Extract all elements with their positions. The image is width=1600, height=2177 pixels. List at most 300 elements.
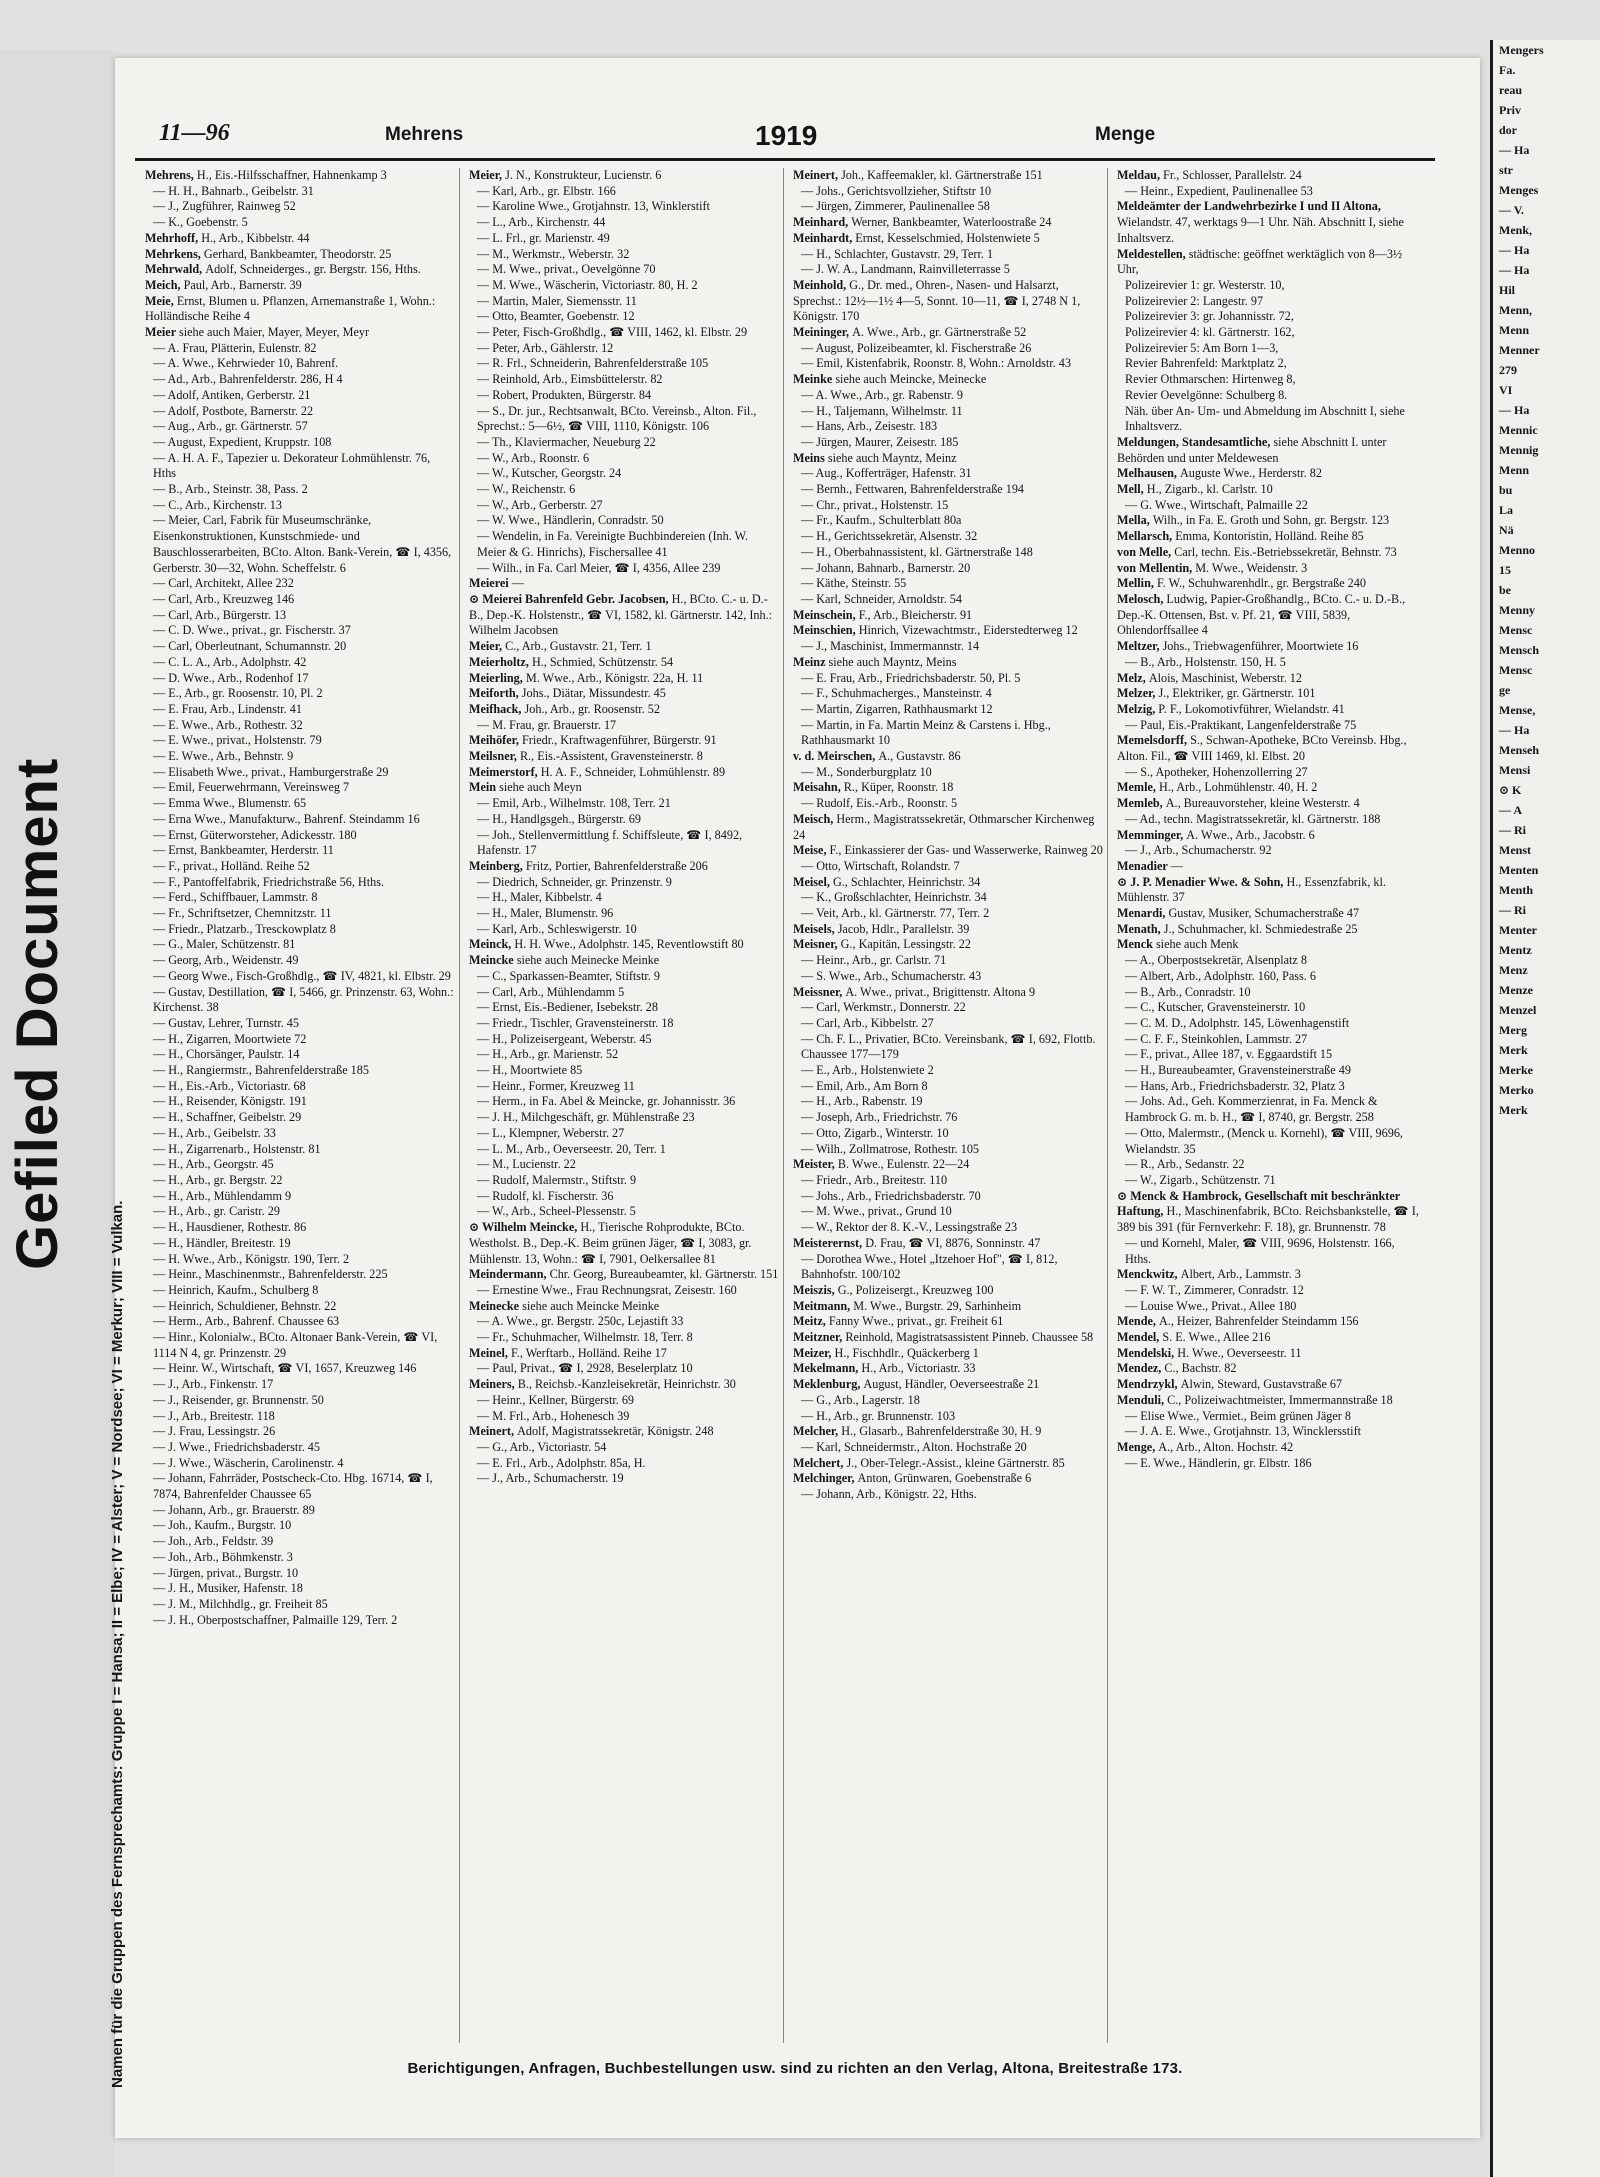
entry-name: Meins bbox=[793, 450, 828, 465]
entry-details: — A. Wwe., Arb., gr. Rabenstr. 9 bbox=[801, 387, 963, 402]
directory-entry bbox=[145, 1440, 455, 1456]
directory-entry bbox=[1117, 1330, 1422, 1346]
entry-details: F., Einkassierer der Gas- und Wasserwerke, Rainweg 20 bbox=[829, 843, 1103, 858]
entry-details: — Karl, Schneider, Arnoldstr. 54 bbox=[801, 591, 962, 606]
directory-entry bbox=[469, 1220, 779, 1267]
entry-details: — H., Chorsänger, Paulstr. 14 bbox=[153, 1047, 300, 1062]
facing-page-fragment: Priv bbox=[1499, 103, 1521, 117]
entry-details: H., Eis.-Hilfsschaffner, Hahnenkamp 3 bbox=[196, 168, 387, 182]
entry-details: — August, Expedient, Kruppstr. 108 bbox=[153, 434, 332, 449]
entry-details: — Wilh., in Fa. Carl Meier, ☎ I, 4356, Allee 239 bbox=[477, 560, 721, 575]
directory-entry bbox=[145, 435, 455, 451]
entry-details: — Jürgen, Zimmerer, Paulinenallee 58 bbox=[801, 199, 990, 214]
directory-entry bbox=[145, 388, 455, 404]
facing-page-fragment: Menny bbox=[1499, 603, 1535, 617]
entry-details: — Paul, Eis.-Praktikant, Langenfelderstraße 75 bbox=[1125, 717, 1357, 732]
entry-name: Memleb, bbox=[1117, 796, 1166, 811]
entry-name: Meinhardt, bbox=[793, 230, 856, 245]
entry-details: siehe auch Menk bbox=[1155, 937, 1239, 952]
entry-details: — M. Frl., Arb., Hohenesch 39 bbox=[477, 1408, 630, 1423]
entry-details: Anton, Grünwaren, Goebenstraße 6 bbox=[857, 1471, 1032, 1486]
directory-entry bbox=[145, 1032, 455, 1048]
directory-entry bbox=[145, 1299, 455, 1315]
entry-name: Meldestellen, bbox=[1117, 246, 1189, 261]
page-number: 11—96 bbox=[159, 120, 230, 146]
directory-entry bbox=[1117, 325, 1422, 341]
directory-entry bbox=[145, 828, 455, 844]
entry-details: A., Arb., Alton. Hochstr. 42 bbox=[1158, 1439, 1294, 1454]
entry-details: H., Maschinenfabrik, BCto. Reichsbankstelle, ☎ I, 389 bis 391 (für Fernverkehr: F. 18), gr. Brunnenstr. 78 bbox=[1117, 1204, 1419, 1235]
entry-details: siehe auch Maier, Mayer, Meyer, Meyr bbox=[178, 325, 370, 340]
directory-entry bbox=[145, 1142, 455, 1158]
directory-entry bbox=[793, 890, 1103, 906]
directory-entry bbox=[469, 733, 779, 749]
entry-details: — H., Eis.-Arb., Victoriastr. 68 bbox=[153, 1078, 306, 1093]
entry-details: — W., Arb., Roonstr. 6 bbox=[477, 450, 590, 465]
directory-entry bbox=[145, 168, 455, 184]
entry-details: — Otto, Beamter, Goebenstr. 12 bbox=[477, 309, 635, 324]
entry-details: — E. Frau, Arb., Lindenstr. 41 bbox=[153, 701, 302, 716]
directory-entry bbox=[1117, 1016, 1422, 1032]
entry-name: Meier bbox=[145, 325, 179, 340]
entry-details: — E. Wwe., privat., Holstenstr. 79 bbox=[153, 733, 322, 748]
entry-details: H., Zigarb., kl. Carlstr. 10 bbox=[1146, 482, 1273, 497]
entry-details: — J., Reisender, gr. Brunnenstr. 50 bbox=[153, 1392, 324, 1407]
directory-entry bbox=[145, 498, 455, 514]
directory-entry bbox=[1117, 1032, 1422, 1048]
entry-details: Jacob, Hdlr., Parallelstr. 39 bbox=[837, 921, 970, 936]
entry-details: — Ernst, Eis.-Bediener, Isebekstr. 28 bbox=[477, 1000, 658, 1015]
directory-entry bbox=[793, 482, 1103, 498]
column-1 bbox=[145, 168, 460, 2043]
directory-entry bbox=[793, 953, 1103, 969]
facing-page-fragment: Menst bbox=[1499, 843, 1531, 857]
entry-details: — M. Wwe., privat., Oevelgönne 70 bbox=[477, 262, 656, 277]
directory-entry bbox=[1117, 356, 1422, 372]
entry-details: — S. Wwe., Arb., Schumacherstr. 43 bbox=[801, 968, 982, 983]
entry-details: — H., Arb., gr. Caristr. 29 bbox=[153, 1204, 280, 1219]
entry-details: — Johann, Fahrräder, Postscheck-Cto. Hbg. 16714, ☎ I, 7874, Bahrenfelder Chaussee 65 bbox=[153, 1471, 433, 1502]
facing-page-fragment: Merk bbox=[1499, 1043, 1528, 1057]
directory-entry bbox=[793, 608, 1103, 624]
directory-entry bbox=[1117, 1393, 1422, 1409]
entry-details: — Emil, Arb., Wilhelmstr. 108, Terr. 21 bbox=[477, 796, 671, 811]
entry-details: — Joh., Arb., Böhmkenstr. 3 bbox=[153, 1549, 293, 1564]
directory-entry bbox=[145, 1597, 455, 1613]
entry-details: — Otto, Wirtschaft, Rolandstr. 7 bbox=[801, 858, 960, 873]
directory-entry bbox=[1117, 733, 1422, 764]
entry-details: — Martin, Zigarren, Rathhausmarkt 12 bbox=[801, 701, 993, 716]
entry-details: siehe auch Meincke, Meinecke bbox=[835, 372, 987, 387]
directory-entry bbox=[1117, 1424, 1422, 1440]
entry-name: Meinecke bbox=[469, 1298, 523, 1313]
entry-details: — Martin, Maler, Siemensstr. 11 bbox=[477, 293, 637, 308]
entry-details: — Johs. Ad., Geh. Kommerzienrat, in Fa. Menck & Hambrock G. m. b. H., ☎ I, 8740, gr. Bergstr. 258 bbox=[1125, 1094, 1378, 1125]
directory-entry bbox=[793, 1314, 1103, 1330]
entry-details: H., Fischhdlr., Quäckerberg 1 bbox=[834, 1345, 979, 1360]
directory-entry bbox=[469, 749, 779, 765]
entry-details: — A. H. A. F., Tapezier u. Dekorateur Lohmühlenstr. 76, Hths bbox=[153, 450, 431, 481]
entry-details: — K., Goebenstr. 5 bbox=[153, 215, 248, 230]
directory-entry bbox=[145, 294, 455, 325]
entry-name: Mehrkens, bbox=[145, 246, 204, 261]
entry-name: Meister, bbox=[793, 1157, 838, 1172]
entry-details: Auguste Wwe., Herderstr. 82 bbox=[1179, 466, 1322, 481]
facing-page-fragment: Hil bbox=[1499, 283, 1516, 297]
adjacent-page-edge bbox=[1490, 40, 1600, 2177]
directory-entry bbox=[469, 875, 779, 891]
entry-name: Meise, bbox=[793, 843, 830, 858]
entry-name: Melzer, bbox=[1117, 686, 1159, 701]
entry-details: H., Arb., Victoriastr. 33 bbox=[861, 1361, 976, 1376]
entry-details: — Wilh., Zollmatrose, Rothestr. 105 bbox=[801, 1141, 980, 1156]
entry-details: — L., Arb., Kirchenstr. 44 bbox=[477, 215, 606, 230]
facing-page-fragment: Menn bbox=[1499, 463, 1529, 477]
entry-details: — Joh., Kaufm., Burgstr. 10 bbox=[153, 1518, 292, 1533]
entry-details: H., Arb., Kibbelstr. 44 bbox=[201, 230, 310, 245]
directory-entry bbox=[793, 1204, 1103, 1220]
facing-page-fragment: Merke bbox=[1499, 1063, 1533, 1077]
entry-details: siehe auch Meinecke Meinke bbox=[516, 953, 660, 968]
facing-page-fragment: Mensch bbox=[1499, 643, 1539, 657]
facing-page-fragment: — Ri bbox=[1499, 903, 1526, 917]
directory-entry bbox=[1117, 765, 1422, 781]
entry-name: Meinke bbox=[793, 372, 836, 387]
directory-entry bbox=[145, 1094, 455, 1110]
directory-entry bbox=[793, 1361, 1103, 1377]
entry-details: — G. Wwe., Wirtschaft, Palmaille 22 bbox=[1125, 497, 1308, 512]
entry-details: — G., Maler, Schützenstr. 81 bbox=[153, 937, 296, 952]
directory-entry bbox=[1117, 1361, 1422, 1377]
directory-entry bbox=[1117, 247, 1422, 278]
directory-entry bbox=[793, 859, 1103, 875]
directory-entry bbox=[145, 1393, 455, 1409]
directory-entry bbox=[145, 1220, 455, 1236]
entry-details: — Ernestine Wwe., Frau Rechnungsrat, Zeisestr. 160 bbox=[477, 1282, 737, 1297]
directory-entry bbox=[1117, 1189, 1422, 1236]
directory-entry bbox=[145, 1236, 455, 1252]
directory-entry bbox=[1117, 1377, 1422, 1393]
entry-details: Polizeirevier 2: Langestr. 97 bbox=[1125, 293, 1264, 308]
facing-page-fragment: str bbox=[1499, 163, 1513, 177]
facing-page-fragment: be bbox=[1499, 583, 1511, 597]
entry-details: — Joh., Stellenvermittlung f. Schiffsleute, ☎ I, 8492, Hafenstr. 17 bbox=[477, 827, 743, 858]
entry-details: C., Arb., Gustavstr. 21, Terr. 1 bbox=[505, 639, 652, 654]
entry-name: Meich, bbox=[145, 277, 184, 292]
entry-details: F., Werftarb., Holländ. Reihe 17 bbox=[510, 1345, 667, 1360]
entry-details: — bbox=[511, 576, 524, 591]
directory-entry bbox=[469, 231, 779, 247]
directory-entry bbox=[145, 199, 455, 215]
directory-entry bbox=[145, 341, 455, 357]
entry-details: — A. Wwe., gr. Bergstr. 250c, Lejastift 33 bbox=[477, 1314, 684, 1329]
directory-entry bbox=[469, 247, 779, 263]
entry-details: S., Schwan-Apotheke, BCto Vereinsb. Hbg., Alton. Fil., ☎ VIII 1469, kl. Elbst. 20 bbox=[1117, 733, 1407, 764]
entry-name: Menardi, bbox=[1117, 906, 1169, 921]
entry-details: — B., Arb., Holstenstr. 150, H. 5 bbox=[1125, 654, 1286, 669]
facing-page-fragment: Merg bbox=[1499, 1023, 1527, 1037]
entry-details: H. Wwe., Oeverseestr. 11 bbox=[1177, 1345, 1302, 1360]
directory-entry bbox=[793, 341, 1103, 357]
directory-entry bbox=[145, 231, 455, 247]
directory-entry bbox=[1117, 1126, 1422, 1157]
facing-page-fragment: ⊙ K bbox=[1499, 783, 1522, 797]
entry-details: — Johann, Arb., Königstr. 22, Hths. bbox=[801, 1487, 977, 1502]
directory-entry bbox=[1117, 184, 1422, 200]
entry-details: — Heinrich, Schuldiener, Behnstr. 22 bbox=[153, 1298, 337, 1313]
entry-details: Adolf, Schneiderges., gr. Bergstr. 156, Hths. bbox=[205, 262, 421, 277]
entry-details: — Carl, Arb., Bürgerstr. 13 bbox=[153, 607, 287, 622]
facing-page-fragment: — Ri bbox=[1499, 823, 1526, 837]
entry-name: Melhausen, bbox=[1117, 466, 1180, 481]
entry-name: Meierling, bbox=[469, 670, 526, 685]
entry-details: A., Heizer, Bahrenfelder Steindamm 156 bbox=[1158, 1314, 1359, 1329]
facing-page-fragment: Menth bbox=[1499, 883, 1533, 897]
directory-entry bbox=[1117, 309, 1422, 325]
directory-entry bbox=[1117, 168, 1422, 184]
directory-entry bbox=[469, 937, 779, 953]
entry-details: — Peter, Arb., Gählerstr. 12 bbox=[477, 340, 614, 355]
entry-details: B., Reichsb.-Kanzleisekretär, Heinrichstr. 30 bbox=[517, 1377, 736, 1392]
entry-details: — F., Pantoffelfabrik, Friedrichstraße 56, Hths. bbox=[153, 874, 384, 889]
directory-entry bbox=[793, 1126, 1103, 1142]
directory-entry bbox=[793, 1330, 1103, 1346]
entry-details: — Rudolf, kl. Fischerstr. 36 bbox=[477, 1188, 614, 1203]
facing-page-fragment: — V. bbox=[1499, 203, 1524, 217]
directory-entry bbox=[145, 1566, 455, 1582]
entry-details: H., Tierische Rohprodukte, BCto. Westholst. B., Dep.-K. Beim grünen Jäger, ☎ I, 3083, gr. Mühlenstr. 13, Wohn.: ☎ I, 7901, Oelkersallee 81 bbox=[469, 1220, 752, 1266]
entry-details: — H., Arb., gr. Bergstr. 22 bbox=[153, 1173, 283, 1187]
directory-entry bbox=[469, 168, 779, 184]
directory-entry bbox=[1117, 1283, 1422, 1299]
entry-details: — C., Sparkassen-Beamter, Stiftstr. 9 bbox=[477, 968, 660, 983]
directory-entry bbox=[1117, 655, 1422, 671]
directory-entry bbox=[469, 1157, 779, 1173]
directory-entry bbox=[469, 969, 779, 985]
entry-details: J., Elektriker, gr. Gärtnerstr. 101 bbox=[1158, 686, 1316, 701]
entry-details: G., Dr. med., Ohren-, Nasen- und Halsarzt, Sprechst.: 12½—1½ 4—5, Sonnt. 10—11, ☎ I, 2748 N 1, Königstr. 170 bbox=[793, 277, 1081, 324]
entry-details: — H., Polizeisergeant, Weberstr. 45 bbox=[477, 1031, 652, 1046]
directory-entry bbox=[469, 1063, 779, 1079]
entry-name: Menck bbox=[1117, 937, 1156, 952]
directory-entry bbox=[145, 325, 455, 341]
directory-entry bbox=[469, 1440, 779, 1456]
entry-details: M. Wwe., Burgstr. 29, Sarhinheim bbox=[853, 1298, 1022, 1313]
directory-entry bbox=[793, 576, 1103, 592]
facing-page-fragment: — A bbox=[1499, 803, 1523, 817]
directory-entry bbox=[793, 1283, 1103, 1299]
entry-details: — W. Wwe., Händlerin, Conradstr. 50 bbox=[477, 513, 664, 528]
entry-name: Menckwitz, bbox=[1117, 1267, 1181, 1282]
entry-name: Meltzer, bbox=[1117, 639, 1163, 654]
directory-entry bbox=[145, 906, 455, 922]
directory-entry bbox=[145, 859, 455, 875]
entry-details: Albert, Arb., Lammstr. 3 bbox=[1180, 1267, 1301, 1282]
entry-details: — H., Arb., gr. Brunnenstr. 103 bbox=[801, 1408, 956, 1423]
entry-name: von Mellentin, bbox=[1117, 560, 1196, 575]
entry-details: — H., Schlachter, Gustavstr. 29, Terr. 1 bbox=[801, 246, 994, 261]
entry-details: Ludwig, Papier-Großhandlg., BCto. C.- u. D.-B., Dep.-K. Ottensen, Bst. v. Pf. 21, ☎ VIII, 5839, Ohlendorffsallee 4 bbox=[1117, 591, 1406, 638]
directory-entry bbox=[469, 1142, 779, 1158]
entry-details: — F., privat., Allee 187, v. Eggaardstift 15 bbox=[1125, 1047, 1333, 1062]
column-2 bbox=[469, 168, 784, 2043]
entry-details: J., Schuhmacher, kl. Schmiedestraße 25 bbox=[1163, 921, 1358, 936]
header-last-keyword: Menge bbox=[1095, 124, 1156, 145]
facing-page-fragment: Menzel bbox=[1499, 1003, 1537, 1017]
directory-entry bbox=[469, 1283, 779, 1299]
entry-details: — G., Arb., Victoriastr. 54 bbox=[477, 1439, 607, 1454]
entry-details: — Emma Wwe., Blumenstr. 65 bbox=[153, 796, 307, 811]
entry-details: — J., Maschinist, Immermannstr. 14 bbox=[801, 639, 980, 654]
directory-entry bbox=[469, 922, 779, 938]
entry-name: Meklenburg, bbox=[793, 1377, 864, 1392]
facing-page-fragment: Mensi bbox=[1499, 763, 1531, 777]
entry-details: siehe auch Mayntz, Meinz bbox=[827, 450, 957, 465]
entry-name: v. d. Meirschen, bbox=[793, 749, 879, 764]
entry-details: — Joh., Arb., Feldstr. 39 bbox=[153, 1534, 274, 1549]
facing-page-fragment: Mensc bbox=[1499, 623, 1533, 637]
entry-details: Johs., Diätar, Missundestr. 45 bbox=[521, 686, 666, 701]
directory-entry bbox=[793, 247, 1103, 263]
entry-details: — Karoline Wwe., Grotjahnstr. 13, Winklerstift bbox=[477, 199, 710, 214]
entry-details: C., Polizeiwachtmeister, Immermannstraße 18 bbox=[1167, 1392, 1393, 1407]
entry-details: — und Kornehl, Maler, ☎ VIII, 9696, Holstenstr. 166, Hths. bbox=[1125, 1235, 1395, 1266]
entry-details: H., Arb., Lohmühlenstr. 40, H. 2 bbox=[1158, 780, 1318, 795]
directory-entry bbox=[793, 1393, 1103, 1409]
directory-entry bbox=[793, 529, 1103, 545]
entry-name: Meiners, bbox=[469, 1377, 518, 1392]
entry-details: — Ad., techn. Magistratssekretär, kl. Gärtnerstr. 188 bbox=[1125, 811, 1381, 826]
entry-name: Meincke bbox=[469, 953, 517, 968]
directory-entry bbox=[469, 1393, 779, 1409]
entry-details: — Emil, Kistenfabrik, Roonstr. 8, Wohn.: Arnoldstr. 43 bbox=[801, 356, 1071, 371]
directory-entry bbox=[469, 655, 779, 671]
directory-entry bbox=[145, 356, 455, 372]
entry-details: — H., Zigarren, Moortwiete 72 bbox=[153, 1031, 307, 1046]
entry-details: — Gustav, Destillation, ☎ I, 5466, gr. Prinzenstr. 63, Wohn.: Kirchenst. 38 bbox=[153, 984, 454, 1015]
entry-details: — Jürgen, privat., Burgstr. 10 bbox=[153, 1565, 299, 1580]
entry-details: — H. H., Bahnarb., Geibelstr. 31 bbox=[153, 183, 314, 198]
directory-entry bbox=[469, 1173, 779, 1189]
entry-details: A. Wwe., Arb., gr. Gärtnerstraße 52 bbox=[852, 325, 1027, 340]
facing-page-fragment: — Ha bbox=[1499, 723, 1530, 737]
entry-name: Meininger, bbox=[793, 325, 853, 340]
directory-entry bbox=[1117, 828, 1422, 844]
entry-details: — Wendelin, in Fa. Vereinigte Buchbindereien (Inh. W. Meier & G. Hinrichs), Fischersallee 41 bbox=[477, 529, 749, 559]
directory-entry bbox=[1117, 1063, 1422, 1079]
entry-name: Meinert, bbox=[793, 168, 842, 182]
directory-entry bbox=[793, 451, 1103, 467]
entry-details: Polizeirevier 4: kl. Gärtnerstr. 162, bbox=[1125, 325, 1295, 340]
directory-entry bbox=[793, 749, 1103, 765]
facing-page-fragment: Menze bbox=[1499, 983, 1533, 997]
directory-entry bbox=[469, 309, 779, 325]
entry-details: — Jürgen, Maurer, Zeisestr. 185 bbox=[801, 434, 959, 449]
entry-details: G., Schlachter, Heinrichstr. 34 bbox=[832, 874, 981, 889]
directory-entry bbox=[469, 529, 779, 560]
facing-page-fragment: Mennig bbox=[1499, 443, 1539, 457]
entry-details: — W., Kutscher, Georgstr. 24 bbox=[477, 466, 622, 481]
directory-entry bbox=[793, 435, 1103, 451]
directory-entry bbox=[793, 718, 1103, 749]
entry-details: D. Frau, ☎ VI, 8876, Sonninstr. 47 bbox=[865, 1235, 1041, 1250]
entry-name: Meinberg, bbox=[469, 858, 526, 873]
directory-entry bbox=[145, 1267, 455, 1283]
entry-details: — Ferd., Schiffbauer, Lammstr. 8 bbox=[153, 890, 318, 905]
entry-details: — Bernh., Fettwaren, Bahrenfelderstraße 194 bbox=[801, 482, 1025, 497]
directory-entry bbox=[1117, 1267, 1422, 1283]
entry-details: — J., Arb., Schumacherstr. 19 bbox=[477, 1471, 624, 1486]
entry-details: — Heinr., Expedient, Paulinenallee 53 bbox=[1125, 183, 1313, 198]
facing-page-fragment: — Ha bbox=[1499, 143, 1530, 157]
entry-details: — J. M., Milchhdlg., gr. Freiheit 85 bbox=[153, 1596, 328, 1611]
entry-name: Mehrens, bbox=[145, 168, 197, 182]
entry-details: — Louise Wwe., Privat., Allee 180 bbox=[1125, 1298, 1297, 1313]
facing-page-fragment: reau bbox=[1499, 83, 1523, 97]
directory-entry bbox=[469, 1110, 779, 1126]
directory-entry bbox=[793, 655, 1103, 671]
directory-entry bbox=[793, 199, 1103, 215]
directory-entry bbox=[1117, 278, 1422, 294]
entry-details: — C., Arb., Kirchenstr. 13 bbox=[153, 497, 282, 512]
entry-details: — Robert, Produkten, Bürgerstr. 84 bbox=[477, 387, 652, 402]
entry-details: Wielandstr. 47, werktags 9—1 Uhr. Näh. Abschnitt I, siehe Inhaltsverz. bbox=[1117, 215, 1404, 245]
entry-details: — Dorothea Wwe., Hotel „Itzehoer Hof", ☎ I, 812, Bahnhofstr. 100/102 bbox=[801, 1251, 1058, 1282]
directory-entry bbox=[1117, 1314, 1422, 1330]
entry-details: — Chr., privat., Holstenstr. 15 bbox=[801, 497, 949, 512]
directory-entry bbox=[145, 1047, 455, 1063]
entry-details: — Rudolf, Eis.-Arb., Roonstr. 5 bbox=[801, 796, 958, 811]
directory-entry bbox=[469, 513, 779, 529]
facing-page-fragment: Mengers bbox=[1499, 43, 1544, 57]
entry-details: — H., Maler, Kibbelstr. 4 bbox=[477, 890, 602, 905]
directory-entry bbox=[469, 985, 779, 1001]
directory-page bbox=[109, 58, 1480, 2138]
entry-name: Mendez, bbox=[1117, 1361, 1165, 1376]
facing-page-fragment: Mense, bbox=[1499, 703, 1536, 717]
entry-details: — C. F. F., Steinkohlen, Lammstr. 27 bbox=[1125, 1031, 1308, 1046]
entry-details: — Fr., Schriftsetzer, Chemnitzstr. 11 bbox=[153, 906, 332, 921]
entry-details: — C. M. D., Adolphstr. 145, Löwenhagenstift bbox=[1125, 1015, 1350, 1030]
entry-details: siehe Abschnitt I. unter Behörden und unter Meldewesen bbox=[1117, 434, 1387, 465]
entry-details: — M. Wwe., privat., Grund 10 bbox=[801, 1204, 952, 1219]
directory-entry bbox=[145, 262, 455, 278]
directory-entry bbox=[1117, 388, 1422, 404]
entry-details: — Adolf, Antiken, Gerberstr. 21 bbox=[153, 387, 311, 402]
entry-details: — E. Wwe., Arb., Rothestr. 32 bbox=[153, 717, 303, 732]
entry-name: Meldeämter der Landwehrbezirke I und II Altona, bbox=[1117, 199, 1381, 214]
entry-details: — Heinr., Kellner, Bürgerstr. 69 bbox=[477, 1392, 635, 1407]
entry-name: Meihöfer, bbox=[469, 733, 523, 748]
page-footer: Berichtigungen, Anfragen, Buchbestellungen usw. sind zu richten an den Verlag, Altona, Breitestraße 173. bbox=[407, 2060, 1183, 2077]
entry-details: — C. L. A., Arb., Adolphstr. 42 bbox=[153, 654, 307, 669]
directory-entry bbox=[145, 451, 455, 482]
directory-entry bbox=[1117, 1000, 1422, 1016]
directory-entry bbox=[145, 969, 455, 985]
facing-page-fragment: Menner bbox=[1499, 343, 1540, 357]
entry-name: Meitmann, bbox=[793, 1298, 854, 1313]
directory-entry bbox=[793, 985, 1103, 1001]
directory-entry bbox=[1117, 1440, 1422, 1456]
entry-details: — H., Arb., Rabenstr. 19 bbox=[801, 1094, 923, 1109]
directory-entry bbox=[469, 1126, 779, 1142]
directory-entry bbox=[793, 1487, 1103, 1503]
entry-details: siehe auch Meyn bbox=[499, 780, 582, 795]
entry-details: — Karl, Arb., gr. Elbstr. 166 bbox=[477, 183, 616, 198]
directory-entry bbox=[793, 278, 1103, 325]
directory-entry bbox=[469, 812, 779, 828]
directory-entry bbox=[145, 655, 455, 671]
